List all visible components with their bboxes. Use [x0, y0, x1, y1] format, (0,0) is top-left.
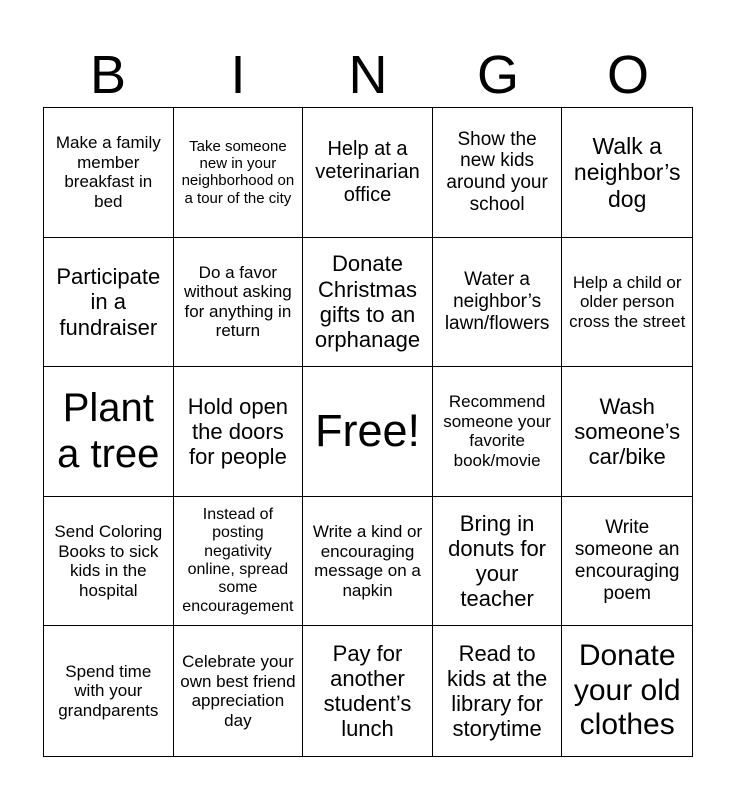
bingo-cell[interactable]: Donate your old clothes	[573, 639, 681, 742]
bingo-cell[interactable]: Celebrate your own best friend appreciation day	[174, 626, 304, 756]
bingo-cell[interactable]: Take someone new in your neighborhood on a tour of the city	[174, 108, 304, 238]
bingo-cell[interactable]: Participate in a fundraiser	[44, 238, 174, 368]
bingo-cell[interactable]: Wash someone’s car/bike	[562, 367, 692, 497]
bingo-cell[interactable]: Show the new kids around your school	[433, 108, 563, 238]
bingo-header	[43, 44, 693, 106]
bingo-cell[interactable]: Send Coloring Books to sick kids in the hospital	[44, 497, 174, 627]
bingo-cell[interactable]: Help a child or older person cross the street	[562, 238, 692, 368]
header-letter-g: G	[476, 45, 519, 105]
header-letter-b: B	[89, 45, 127, 105]
bingo-cell[interactable]: Walk a neighbor’s dog	[562, 108, 692, 238]
bingo-cell[interactable]: Make a family member breakfast in bed	[44, 108, 174, 238]
bingo-cell[interactable]: Recommend someone your favorite book/movie	[433, 367, 563, 497]
bingo-cell[interactable]: Read to kids at the library for storytime	[433, 626, 563, 756]
bingo-cell[interactable]: Write a kind or encouraging message on a napkin	[303, 497, 433, 627]
free-space[interactable]: Free!	[303, 367, 433, 497]
bingo-cell[interactable]: Spend time with your grandparents	[44, 626, 174, 756]
bingo-cell[interactable]: Do a favor without asking for anything in return	[174, 238, 304, 368]
bingo-cell[interactable]: Help at a veterinarian office	[303, 108, 433, 238]
bingo-cell[interactable]: Donate Christmas gifts to an orphanage	[303, 238, 433, 368]
bingo-cell[interactable]: Instead of posting negativity online, spread some encouragement	[174, 497, 304, 627]
bingo-cell[interactable]: Pay for another student’s lunch	[303, 626, 433, 756]
bingo-board	[43, 107, 693, 757]
bingo-cell[interactable]: Hold open the doors for people	[174, 367, 304, 497]
bingo-cell[interactable]: Write someone an encouraging poem	[562, 497, 692, 627]
bingo-cell[interactable]: Bring in donuts for your teacher	[433, 497, 563, 627]
header-letter-i: I	[230, 45, 246, 105]
bingo-cell[interactable]: Plant a tree	[44, 367, 174, 497]
header-letter-o: O	[606, 45, 649, 105]
bingo-cell[interactable]: Water a neighbor’s lawn/flowers	[433, 238, 563, 368]
header-letter-n: N	[348, 45, 388, 105]
